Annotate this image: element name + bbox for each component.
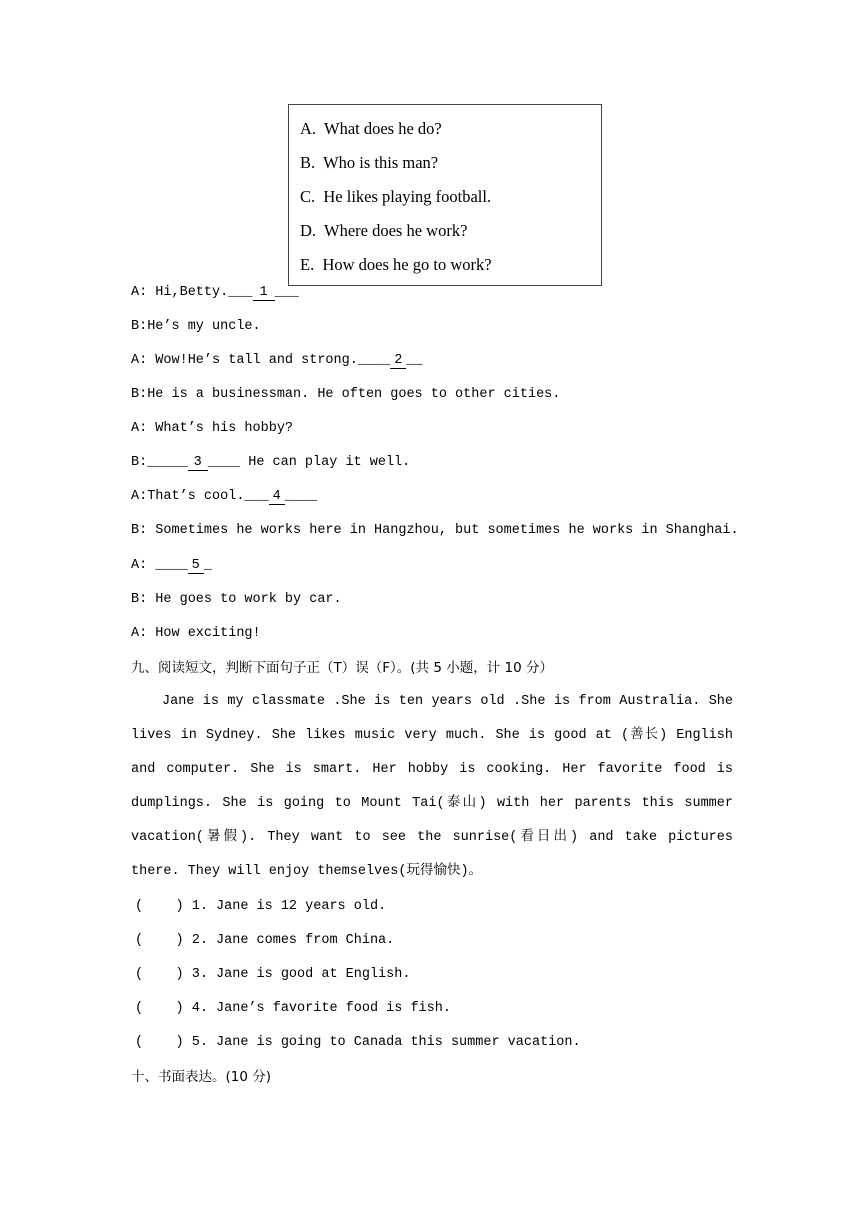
option-b: B. Who is this man? [300,153,439,172]
dialogue-line-10: B: He goes to work by car. [131,592,342,607]
answer-blank-2[interactable]: 2 [390,353,406,369]
answer-paren-4[interactable]: ( ) [135,1001,184,1016]
section-10-heading: 十、书面表达。(10 分) [131,1069,272,1085]
answer-paren-5[interactable]: ( ) [135,1035,184,1050]
dialogue-line-7: A:That’s cool.___ 4 ____ [131,489,318,504]
dialogue-line-8: B: Sometimes he works here in Hangzhou, but sometimes he works in Shanghai. [131,523,739,538]
tf-question-1: ( ) 1. Jane is 12 years old. [135,899,387,914]
answer-paren-2[interactable]: ( ) [135,933,184,948]
answer-paren-1[interactable]: ( ) [135,899,184,914]
option-d: D. Where does he work? [300,221,468,240]
tf-question-4: ( ) 4. Jane’s favorite food is fish. [135,1001,451,1016]
reading-passage: Jane is my classmate .She is ten years old .She is from Australia. She lives in Sydney. She likes music very much. She is good at (善长) English and computer. She is smart. Her hobby is cooking. Her favorite food is dumplings. She is going to Mount Tai(泰山) with her parents this summer vacation(暑假). They want to see the sunrise(看日出) and take pictures there. They will enjoy themselves(玩得愉快)。 [131,694,733,879]
tf-question-3: ( ) 3. Jane is good at English. [135,967,411,982]
answer-blank-4[interactable]: 4 [269,489,285,505]
dialogue-line-9: A: ____ 5 _ [131,558,212,573]
dialogue-line-2: B:He’s my uncle. [131,319,261,334]
answer-blank-3[interactable]: 3 [188,455,208,471]
answer-options-box [288,104,602,286]
answer-blank-5[interactable]: 5 [188,558,204,574]
dialogue-line-11: A: How exciting! [131,626,261,641]
option-e: E. How does he go to work? [300,255,492,274]
tf-question-2: ( ) 2. Jane comes from China. [135,933,395,948]
tf-question-5: ( ) 5. Jane is going to Canada this summer vacation. [135,1035,581,1050]
answer-blank-1[interactable]: 1 [253,285,275,301]
answer-paren-3[interactable]: ( ) [135,967,184,982]
section-9-heading: 九、阅读短文，判断下面句子正（T）误（F）。(共 5 小题，计 10 分） [131,660,553,676]
dialogue-line-3: A: Wow!He’s tall and strong.____ 2 __ [131,353,423,368]
dialogue-line-4: B:He is a businessman. He often goes to other cities. [131,387,561,402]
dialogue-line-1: A: Hi,Betty.___ 1 ___ [131,285,299,300]
option-c: C. He likes playing football. [300,187,492,206]
option-a: A. What does he do? [300,119,442,138]
dialogue-line-6: B:_____ 3 ____ He can play it well. [131,455,411,470]
dialogue-line-5: A: What’s his hobby? [131,421,294,436]
